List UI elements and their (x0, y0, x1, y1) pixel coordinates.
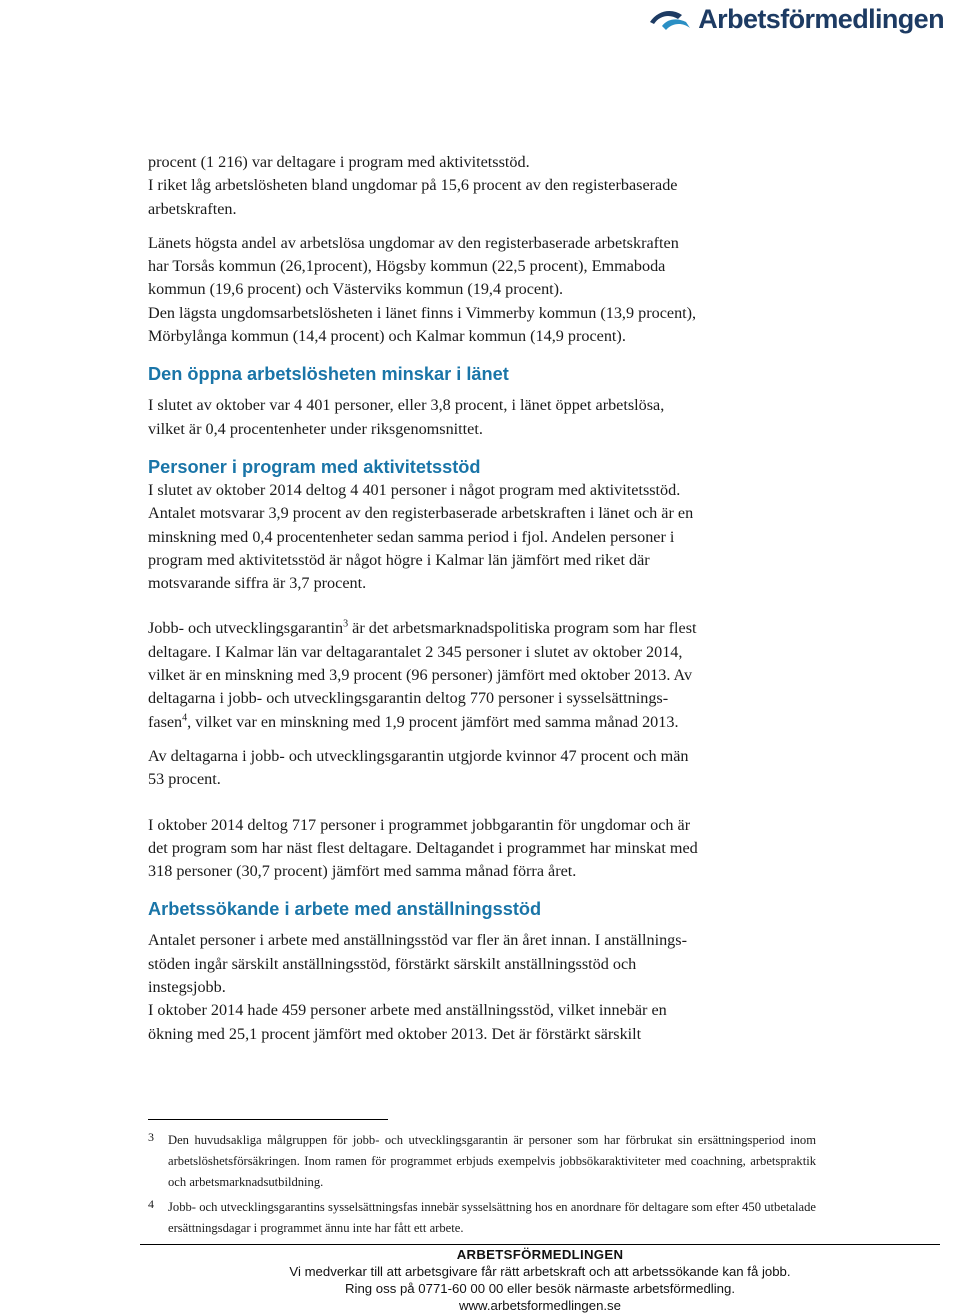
paragraph-5 (148, 617, 820, 733)
text-line: fasen (148, 712, 183, 731)
brand-logo (648, 4, 944, 34)
text-line: I riket låg arbetslösheten bland ungdomar på 15,6 procent av den registerbaserade (148, 176, 678, 195)
text-line: arbetskraften. (148, 199, 237, 218)
text-line: vilket är en minskning med 3,9 procent (96 personer) jämfört med oktober 2013. Av (148, 666, 693, 685)
text-line: stöden ingår särskilt anställningsstöd, förstärkt särskilt anställningsstöd och (148, 954, 637, 973)
footnote-ref-3: 3 (343, 619, 349, 631)
text-line: det program som har näst flest deltagare. Deltagandet i programmet har minskat med (148, 838, 698, 857)
text-line: kommun (19,6 procent) och Västerviks kommun (19,4 procent). (148, 280, 564, 299)
text-line: Den lägsta ungdomsarbetslösheten i länet finns i Vimmerby kommun (13,9 procent), (148, 303, 697, 322)
footer-url-link[interactable]: www.arbetsformedlingen.se (459, 1298, 621, 1313)
paragraph-1 (148, 151, 820, 221)
text-line: har Torsås kommun (26,1procent), Högsby kommun (22,5 procent), Emmaboda (148, 257, 666, 276)
paragraph-4 (148, 479, 820, 595)
footnote-ref-4: 4 (182, 712, 188, 724)
paragraph-3 (148, 394, 820, 441)
footer-divider (140, 1244, 940, 1245)
section-heading-program-participants: Personer i program med aktivitetsstöd (148, 456, 481, 477)
text-line: I oktober 2014 deltog 717 personer i programmet jobbgarantin för ungdomar och är (148, 815, 691, 834)
footnote-text: Jobb- och utvecklingsgarantins sysselsättningsfas innebär sysselsättning hos en anordnare för deltagare som efter 450 utbetalade ersättningsdagar i programmet ännu inte har fått ett arbete. (168, 1200, 816, 1235)
footnote-divider (148, 1119, 388, 1120)
text-line: vilket är 0,4 procentenheter under riksgenomsnittet. (148, 419, 483, 438)
text-line: minskning med 0,4 procentenheter sedan samma period i fjol. Andelen personer i (148, 527, 675, 546)
document-body (148, 151, 820, 1046)
text-line: I oktober 2014 hade 459 personer arbete med anställningsstöd, vilket innebär en (148, 1001, 667, 1020)
text-line: 53 procent. (148, 770, 221, 789)
footer-title: ARBETSFÖRMEDLINGEN (456, 1247, 624, 1262)
text-line: , vilket var en minskning med 1,9 procent jämfört med samma månad 2013. (187, 712, 679, 731)
footer-tagline: Vi medverkar till att arbetsgivare får rätt arbetskraft och att arbetssökande kan få jobb. (289, 1264, 791, 1279)
text-line: 318 personer (30,7 procent) jämfört med samma månad förra året. (148, 862, 577, 881)
section-heading-open-unemployment: Den öppna arbetslösheten minskar i länet (148, 364, 509, 385)
text-line: Antalet personer i arbete med anställningsstöd var fler än året innan. I anställnings- (148, 931, 687, 950)
logo-mark-icon (648, 6, 692, 32)
footer-contact: Ring oss på 0771-60 00 00 eller besök närmaste arbetsförmedling. (345, 1281, 735, 1296)
text-line: program med aktivitetsstöd är något högre i Kalmar län jämfört med riket där (148, 550, 650, 569)
text-line: ökning med 25,1 procent jämfört med oktober 2013. Det är förstärkt särskilt (148, 1024, 642, 1043)
text-line: Mörbylånga kommun (14,4 procent) och Kalmar kommun (14,9 procent). (148, 327, 626, 346)
text-line: motsvarande siffra är 3,7 procent. (148, 574, 367, 593)
text-line: deltagarna i jobb- och utvecklingsgarantin deltog 770 personer i sysselsättnings- (148, 689, 669, 708)
text-line: Antalet motsvarar 3,9 procent av den registerbaserade arbetskraften i länet och är en (148, 504, 694, 523)
text-line: Jobb- och utvecklingsgarantin (148, 619, 344, 638)
paragraph-7 (148, 814, 820, 884)
text-line: instegsjobb. (148, 978, 226, 997)
text-line: Av deltagarna i jobb- och utvecklingsgarantin utgjorde kvinnor 47 procent och män (148, 746, 689, 765)
text-line: procent (1 216) var deltagare i program med aktivitetsstöd. (148, 153, 530, 171)
footnote-4 (148, 1197, 816, 1239)
text-line: deltagare. I Kalmar län var deltagarantalet 2 345 personer i slutet av oktober 2014, (148, 642, 683, 661)
text-line: är det arbetsmarknadspolitiska program som har flest (348, 619, 697, 638)
page-footer (140, 1246, 940, 1314)
logo-text: Arbetsförmedlingen (698, 4, 944, 34)
footnote-3 (148, 1130, 816, 1193)
footnotes (148, 1130, 816, 1243)
section-heading-employment-support: Arbetssökande i arbete med anställningsstöd (148, 899, 542, 920)
text-line: I slutet av oktober var 4 401 personer, eller 3,8 procent, i länet öppet arbetslösa, (148, 396, 665, 415)
footnote-text: Den huvudsakliga målgruppen för jobb- och utvecklingsgarantin är personer som har förbrukat sin ersättningsperiod inom arbetslöshetsförsäkringen. Inom ramen för programmet erbjuds exempelvis jobbsökaraktiviteter med coachning, arbetspraktik och arbetsmarknadsutbildning. (168, 1133, 816, 1189)
footnote-number: 3 (148, 1130, 154, 1144)
footnote-number: 4 (148, 1197, 154, 1211)
paragraph-2 (148, 232, 820, 348)
text-line: Länets högsta andel av arbetslösa ungdomar av den registerbaserade arbetskraften (148, 233, 679, 252)
paragraph-8 (148, 929, 820, 1045)
paragraph-6 (148, 745, 820, 792)
text-line: I slutet av oktober 2014 deltog 4 401 personer i något program med aktivitetsstöd. (148, 480, 681, 499)
